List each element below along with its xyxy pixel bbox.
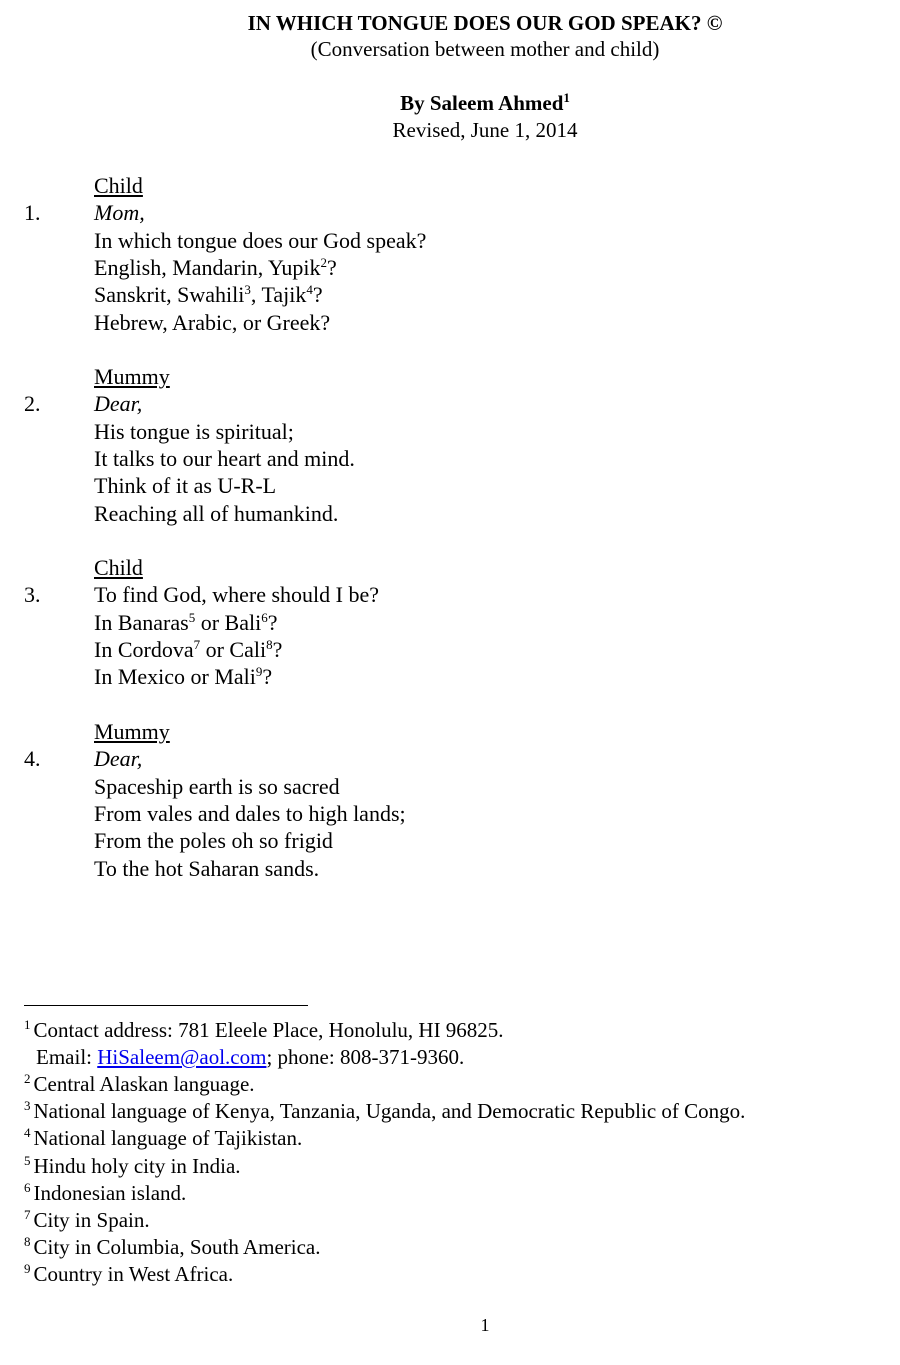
poem-line (94, 581, 379, 608)
poem-line (94, 827, 333, 854)
line-text: Sanskrit, Swahili (94, 282, 245, 308)
byline-text: By Saleem Ahmed (400, 91, 564, 115)
line-text: His tongue is spiritual; (94, 418, 294, 444)
footnote-number: 8 (24, 1234, 31, 1250)
poem-line (94, 227, 426, 254)
line-text: In Banaras (94, 609, 189, 635)
line-text: Reaching all of humankind. (94, 500, 339, 526)
poem-line (94, 609, 277, 636)
page-number: 1 (480, 1315, 490, 1335)
footnote-2 (24, 1071, 255, 1097)
poem-line (94, 855, 319, 882)
poem-title: IN WHICH TONGUE DOES OUR GOD SPEAK? © (247, 11, 723, 35)
poem-line (94, 745, 142, 772)
line-text: In Mexico or Mali (94, 664, 256, 690)
poem-line (94, 254, 337, 281)
footnote-9 (24, 1261, 233, 1287)
speaker-label: Mummy (94, 364, 170, 389)
footnote-number: 2 (24, 1071, 31, 1086)
line-text: From vales and dales to high lands; (94, 800, 406, 826)
footnote-8 (24, 1234, 321, 1260)
line-text: ? (272, 636, 283, 662)
line-text: Dear, (94, 391, 143, 417)
poem-line (94, 800, 406, 827)
line-text: In which tongue does our God speak? (94, 227, 427, 253)
footnote-number: 6 (24, 1179, 31, 1195)
footnote-ref: 4 (306, 282, 313, 298)
line-text: In Cordova (94, 636, 194, 662)
stanza-number: 1. (24, 200, 41, 226)
speaker-label: Child (94, 173, 143, 198)
footnote-1-number: 1 (24, 1017, 31, 1032)
poem-line (94, 281, 323, 308)
footnote-ref: 7 (193, 636, 201, 652)
footnote-number: 3 (24, 1098, 31, 1114)
line-text: It talks to our heart and mind. (94, 445, 355, 471)
line-text: Mom, (94, 200, 145, 226)
email-link[interactable]: HiSaleem@aol.com (97, 1045, 267, 1069)
byline-footnote-ref: 1 (563, 90, 570, 105)
line-text: ? (312, 282, 323, 308)
footnote-1-contact (36, 1044, 464, 1070)
speaker-label: Mummy (94, 719, 170, 744)
footnote-number: 4 (24, 1125, 31, 1141)
line-text: From the poles oh so frigid (94, 828, 333, 854)
stanza-number: 3. (24, 582, 41, 608)
line-text: or Cali (200, 636, 267, 662)
line-text: Hebrew, Arabic, or Greek? (94, 309, 331, 335)
footnote-ref: 8 (266, 636, 273, 652)
footnote-ref: 5 (188, 609, 196, 625)
byline (0, 90, 900, 116)
poem-line (94, 390, 142, 417)
footnote-text: City in Spain. (33, 1208, 150, 1232)
poem-line (94, 636, 282, 663)
poem-line (94, 199, 145, 226)
line-text: ? (262, 664, 273, 690)
footnote-number: 7 (24, 1207, 31, 1222)
footnote-1-text: Contact address: 781 Eleele Place, Honolulu, HI 96825. (33, 1018, 504, 1042)
line-text: To find God, where should I be? (94, 582, 380, 608)
footnote-ref: 9 (255, 664, 263, 680)
phone-text: ; phone: 808-371-9360. (266, 1045, 465, 1069)
footnote-text: Country in West Africa. (33, 1262, 234, 1287)
poem-line (94, 663, 272, 690)
footnote-5 (24, 1153, 241, 1179)
poem-subtitle: (Conversation between mother and child) (310, 37, 660, 61)
footnote-number: 9 (24, 1261, 31, 1277)
footnote-text: Indonesian island. (33, 1180, 187, 1205)
line-text: Dear, (94, 746, 143, 772)
poem-line (94, 445, 355, 472)
line-text: Spaceship earth is so sacred (94, 773, 340, 799)
line-text: , Tajik (250, 282, 307, 308)
footnote-text: Hindu holy city in India. (33, 1153, 241, 1178)
revised-date: Revised, June 1, 2014 (392, 118, 578, 142)
poem-line (94, 309, 330, 336)
footnote-text: National language of Kenya, Tanzania, Uganda, and Democratic Republic of Congo. (33, 1099, 746, 1124)
footnote-ref: 3 (244, 282, 251, 298)
line-text: ? (267, 609, 278, 635)
stanza-number: 4. (24, 746, 41, 772)
line-text: Think of it as U-R-L (94, 473, 277, 499)
line-text: To the hot Saharan sands. (94, 855, 320, 881)
line-text: English, Mandarin, Yupik (94, 254, 321, 280)
line-text: ? (327, 254, 337, 280)
poem-line (94, 472, 276, 499)
speaker-label: Child (94, 555, 143, 580)
footnote-ref: 6 (261, 609, 268, 625)
footnote-3 (24, 1098, 745, 1124)
footnote-text: Central Alaskan language. (33, 1072, 255, 1096)
footnote-divider (24, 1005, 308, 1006)
email-label: Email: (36, 1045, 98, 1069)
stanza-number: 2. (24, 391, 41, 417)
footnote-4 (24, 1125, 302, 1151)
poem-line (94, 773, 340, 800)
footnote-text: National language of Tajikistan. (33, 1126, 303, 1151)
footnote-7 (24, 1207, 150, 1233)
footnote-number: 5 (24, 1152, 31, 1168)
footnote-6 (24, 1180, 186, 1206)
footnote-1 (24, 1017, 504, 1043)
footnote-ref: 2 (320, 254, 327, 270)
footnote-text: City in Columbia, South America. (33, 1235, 321, 1260)
poem-line (94, 418, 294, 445)
line-text: or Bali (195, 609, 262, 635)
poem-line (94, 500, 338, 527)
